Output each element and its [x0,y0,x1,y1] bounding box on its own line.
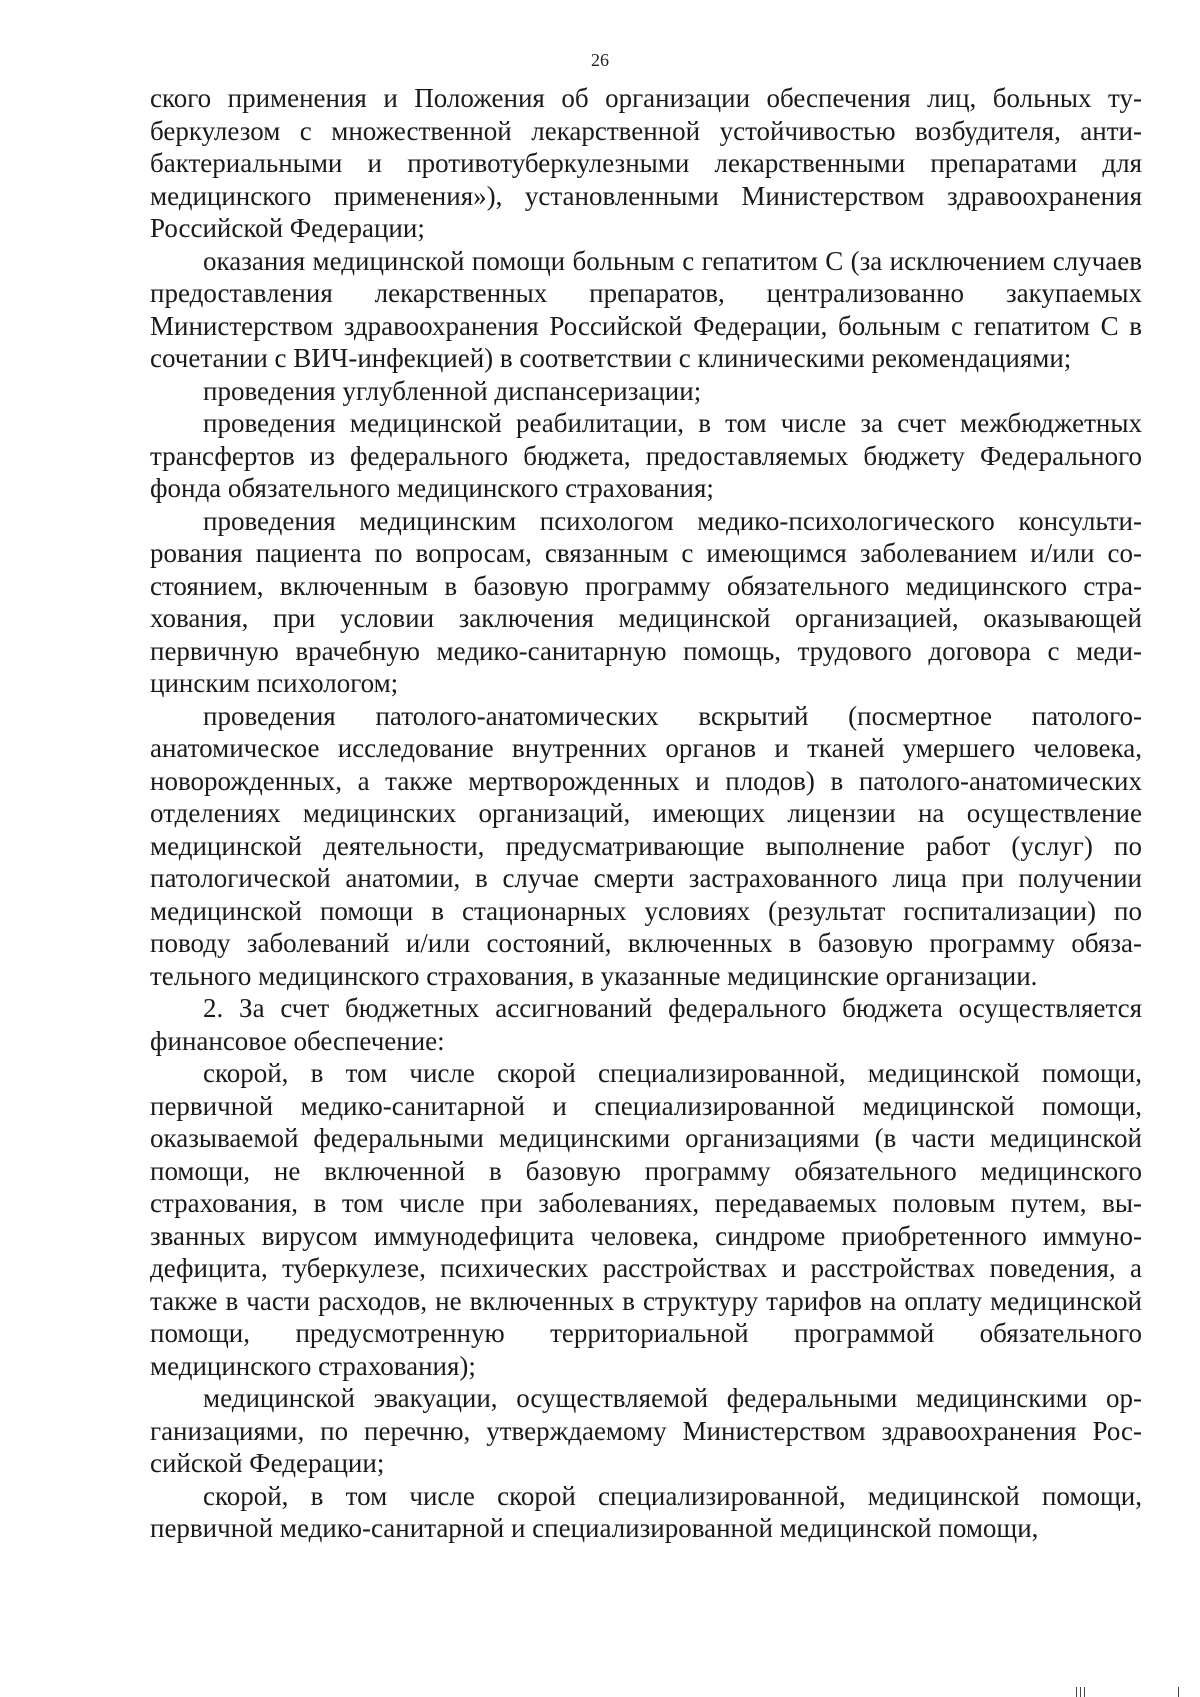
scan-artifact-marks [1076,1687,1088,1697]
paragraph-6: проведения патолого-анатомических вскрытий (посмертное патологоанатомическое исследование внутренних органов и тканей умершего человека, новорожденных, а также мертворожденных и плодов) в патолого-анатомических отделениях медицинских организаций, имеющих лицензии на осуществление медицинской деятельности, предусматривающие выполнение работ (услуг) по патологической анатомии, в случае смерти застрахованного лица при получении медицинской помощи в стационарных условиях (результат госпитализации) по поводу заболеваний и/или состояний, включенных в базовую программу обязательного медицинского страхования, в указанные медицинские организации. [150,700,1142,991]
paragraph-5: проведения медицинским психологом медико-психологического консультирования пациента по вопросам, связанным с имеющимся заболеванием и/или состоянием, включенным в базовую программу обязательного медицинского страхования, при условии заключения медицинской организацией, оказывающей первичную врачебную медико-санитарную помощь, трудового договора с медицинским психологом; [150,505,1142,698]
paragraph-8: скорой, в том числе скорой специализированной, медицинской помощи, первичной медико-санитарной и специализированной медицинской помощи, оказываемой федеральными медицинскими организациями (в части медицинской помощи, не включенной в базовую программу обязательного медицинского страхования, в том числе при заболеваниях, передаваемых половым путем, вызванных вирусом иммунодефицита человека, синдроме приобретенного иммунодефицита, туберкулезе, психических расстройствах и расстройствах поведения, а также в части расходов, не включенных в структуру тарифов на оплату медицинской помощи, предусмотренную территориальной программой обязательного медицинского страхования); [150,1058,1142,1381]
paragraph-3: проведения углубленной диспансеризации; [203,375,702,406]
paragraph-9: медицинской эвакуации, осуществляемой федеральными медицинскими организациями, по перечню, утверждаемому Министерством здравоохранения Российской Федерации; [150,1383,1142,1478]
page-number: 26 [591,50,609,70]
paragraph-10: скорой, в том числе скорой специализированной, медицинской помощи, первичной медико-санитарной и специализированной медицинской помощи, [150,1480,1142,1543]
paragraph-2: оказания медицинской помощи больным с гепатитом С (за исключением случаев предоставления лекарственных препаратов, централизованно закупаемых Министерством здравоохранения Российской Федерации, больным с гепатитом С в сочетании с ВИЧ-инфекцией) в соответствии с клиническими рекомендациями; [150,245,1142,373]
paragraph-7: 2. За счет бюджетных ассигнований федерального бюджета осуществляется финансовое обеспечение: [150,993,1142,1056]
scan-artifact-mark [1178,1687,1190,1697]
paragraph-4: проведения медицинской реабилитации, в том числе за счет межбюджетных трансфертов из федерального бюджета, предоставляемых бюджету Федерального фонда обязательного медицинского страхования; [150,408,1142,503]
paragraph-1: ского применения и Положения об организации обеспечения лиц, больных туберкулезом с множественной лекарственной устойчивостью возбудителя, антибактериальными и противотуберкулезными лекарственными препаратами для медицинского применения»), установленными Министерством здравоохранения Российской Федерации; [150,83,1142,243]
document-body [150,82,1142,1545]
